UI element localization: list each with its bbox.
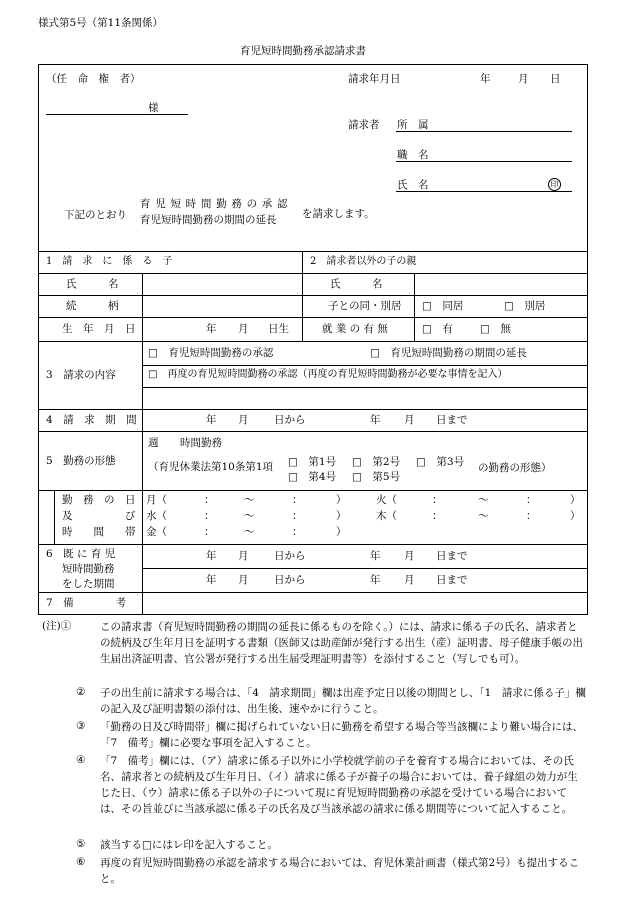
content-approval-checkbox[interactable]: □ 育児短時間勤務の承認 [148,347,274,359]
note-2: 子の出生前に請求する場合は、「4 請求期間」欄は出産予定日以後の期間とし、「1 請求に係る子」欄の記入及び証明書類の添付は、出生後、速やかに行うこと。 [100,687,586,715]
colon: ： [526,510,537,522]
period-to-label: 日まで [436,414,468,426]
prev2-to-month: 月 [404,574,415,586]
rule [142,365,588,366]
note-5: 該当する□にはレ印を記入すること。 [100,839,278,851]
rule [142,273,143,341]
form-number: 様式第5号（第11条関係） [38,17,164,29]
colon: ： [292,494,303,506]
prev1-from-label: 日から [274,550,306,562]
prev1-to-month: 月 [404,550,415,562]
section2-title: 2 請求者以外の子の親 [310,256,417,267]
request-day-label: 日 [550,73,561,85]
thursday-label: 木（ [376,510,397,522]
option-extension: 育児短時間勤務の期間の延長 [140,214,277,226]
section5-label: 5 勤務の形態 [46,455,116,467]
tilde: 〜 [244,494,255,506]
section4-label: 4 請 求 期 間 [46,414,137,426]
wednesday-label: 水（ [146,510,167,522]
note-6-marker: ⑥ [76,856,86,868]
cohabitation-label: 子との同・別居 [328,300,402,312]
colon: ： [292,510,303,522]
request-year-label: 年 [480,73,491,85]
birth-month-label: 月 [238,323,249,335]
section3-label: 3 請求の内容 [46,369,116,381]
requester-label: 請求者 [348,119,380,131]
request-date-label: 請求年月日 [348,73,401,85]
option-approval: 育児短時間勤務の承認 [140,198,293,210]
section6-label-3: をした期間 [62,578,115,590]
rule [302,251,303,341]
rule [54,490,55,544]
rule [38,317,588,318]
period-from-label: 日から [274,414,306,426]
prev1-to-label: 日まで [436,550,468,562]
rule [414,273,415,341]
tilde: 〜 [478,510,489,522]
clause3-checkbox[interactable]: □ 第3号 [416,456,465,468]
days-label-1: 勤 務 の 日 [62,494,136,506]
note-3-marker: ③ [76,720,86,732]
intro-text: 下記のとおり [64,209,127,221]
affiliation-label: 所 属 [397,119,429,131]
period-to-month: 月 [404,414,415,426]
employment-label: 就 業 の 有 無 [322,323,388,335]
form-suffix: の勤務の形態） [478,462,552,474]
prev2-from-year: 年 [206,574,217,586]
colon: ： [526,494,537,506]
position-label: 職 名 [397,149,429,161]
seal-mark: 印 [548,178,561,191]
cohab-separate-checkbox[interactable]: □ 別居 [504,300,546,312]
birth-day-label: 日生 [268,323,289,335]
content-reapproval-checkbox[interactable]: □ 再度の育児短時間勤務の承認（再度の育児短時間勤務が必要な事情を記入） [148,369,508,380]
law-label: （育児休業法第10条第1項 [148,461,274,473]
prev1-from-month: 月 [238,550,249,562]
tuesday-label: 火（ [376,494,397,506]
affiliation-field[interactable] [396,131,572,132]
note-3: 「勤務の日及び時間帯」欄に掲げられていない日に勤務を希望する場合等当該欄により難い場合には、「7 備考」欄に必要な事項を記入すること。 [100,721,583,749]
close-paren: ） [336,510,347,522]
monday-label: 月（ [146,494,167,506]
cohab-together-checkbox[interactable]: □ 同居 [422,300,464,312]
note-4: 「7 備考」欄には、（ア）請求に係る子以外に小学校就学前の子を養育する場合においては、その氏名、請求者との続柄及び生年月日、（イ）請求に係る子が養子の場合においては、養子縁組の効力が生じた日、（ウ）請求に係る子以外の子について現に育児短時間勤務の承認を受けている場合においては、その旨並びに当該承認に係る子の氏名及び当該承認の請求に係る期間等について記入すること。 [100,755,578,815]
section7-label: 7 備 考 [46,597,127,609]
close-paren: ） [336,526,347,538]
child-name-label: 氏 名 [66,278,119,290]
clause4-checkbox[interactable]: □ 第4号 [288,471,337,483]
note-prefix: (注)① [42,620,72,632]
rule [142,568,588,569]
clause1-checkbox[interactable]: □ 第1号 [288,456,337,468]
tilde: 〜 [478,494,489,506]
rule [38,273,588,274]
period-from-month: 月 [238,414,249,426]
outro-text: を請求します。 [302,208,375,220]
note-4-marker: ④ [76,754,86,766]
child-relation-label: 続 柄 [66,300,119,312]
name-label: 氏 名 [397,179,429,191]
name-field[interactable] [396,191,572,192]
rule [38,251,588,252]
week-label: 週 [148,437,159,449]
section6-label-2: 短時間勤務 [62,563,115,575]
employment-no-checkbox[interactable]: □ 無 [480,323,511,335]
colon: ： [204,494,215,506]
rule [38,295,588,296]
days-label-3: 時 間 帯 [62,526,136,538]
clause5-checkbox[interactable]: □ 第5号 [352,471,401,483]
appointer-name-line[interactable] [46,114,188,115]
rule [38,592,588,593]
note-5-marker: ⑤ [76,838,86,850]
appointer-label: （任 命 権 者） [46,73,141,85]
hours-label: 時間勤務 [180,437,222,449]
rule [38,490,588,491]
colon: ： [432,494,443,506]
rule [38,544,588,545]
tilde: 〜 [244,510,255,522]
request-month-label: 月 [518,73,529,85]
parent-name-label: 氏 名 [330,278,383,290]
child-birth-label: 生 年 月 日 [62,323,136,335]
colon: ： [292,526,303,538]
close-paren: ） [570,510,581,522]
rule [38,431,588,432]
note-1: この請求書（育児短時間勤務の期間の延長に係るものを除く。）には、請求に係る子の氏名、請求者との続柄及び生年月日を証明する書類（医師又は助産師が発行する出生（産）証明書、母子健康手帳の出生届出済証明書、官公署が発行する出生届受理証明書等）を添付すること（写しでも可）。 [100,621,583,665]
prev1-to-year: 年 [370,550,381,562]
section1-title: 1 請 求 に 係 る 子 [46,256,173,267]
prev2-from-label: 日から [274,574,306,586]
prev2-to-label: 日まで [436,574,468,586]
close-paren: ） [570,494,581,506]
rule [38,409,588,410]
rule [142,544,143,615]
prev2-to-year: 年 [370,574,381,586]
section6-label-1: 6 既 に 育 児 [46,548,116,560]
close-paren: ） [336,494,347,506]
rule [142,387,588,388]
position-field[interactable] [396,161,572,162]
sama-label: 様 [148,102,159,114]
colon: ： [432,510,443,522]
colon: ： [204,526,215,538]
employment-yes-checkbox[interactable]: □ 有 [422,323,453,335]
rule [142,341,143,544]
period-from-year: 年 [206,414,217,426]
clause2-checkbox[interactable]: □ 第2号 [352,456,401,468]
note-6: 再度の育児短時間勤務の承認を請求する場合においては、育児休業計画書（様式第2号）も提出すること。 [100,857,580,885]
friday-label: 金（ [146,526,167,538]
period-to-year: 年 [370,414,381,426]
note-2-marker: ② [76,686,86,698]
birth-year-label: 年 [206,323,217,335]
tilde: 〜 [244,526,255,538]
content-extension-checkbox[interactable]: □ 育児短時間勤務の期間の延長 [370,347,527,359]
prev2-from-month: 月 [238,574,249,586]
prev1-from-year: 年 [206,550,217,562]
colon: ： [204,510,215,522]
days-label-2: 及 び [62,510,136,522]
form-title: 育児短時間勤務承認請求書 [240,45,366,57]
rule [38,341,588,342]
